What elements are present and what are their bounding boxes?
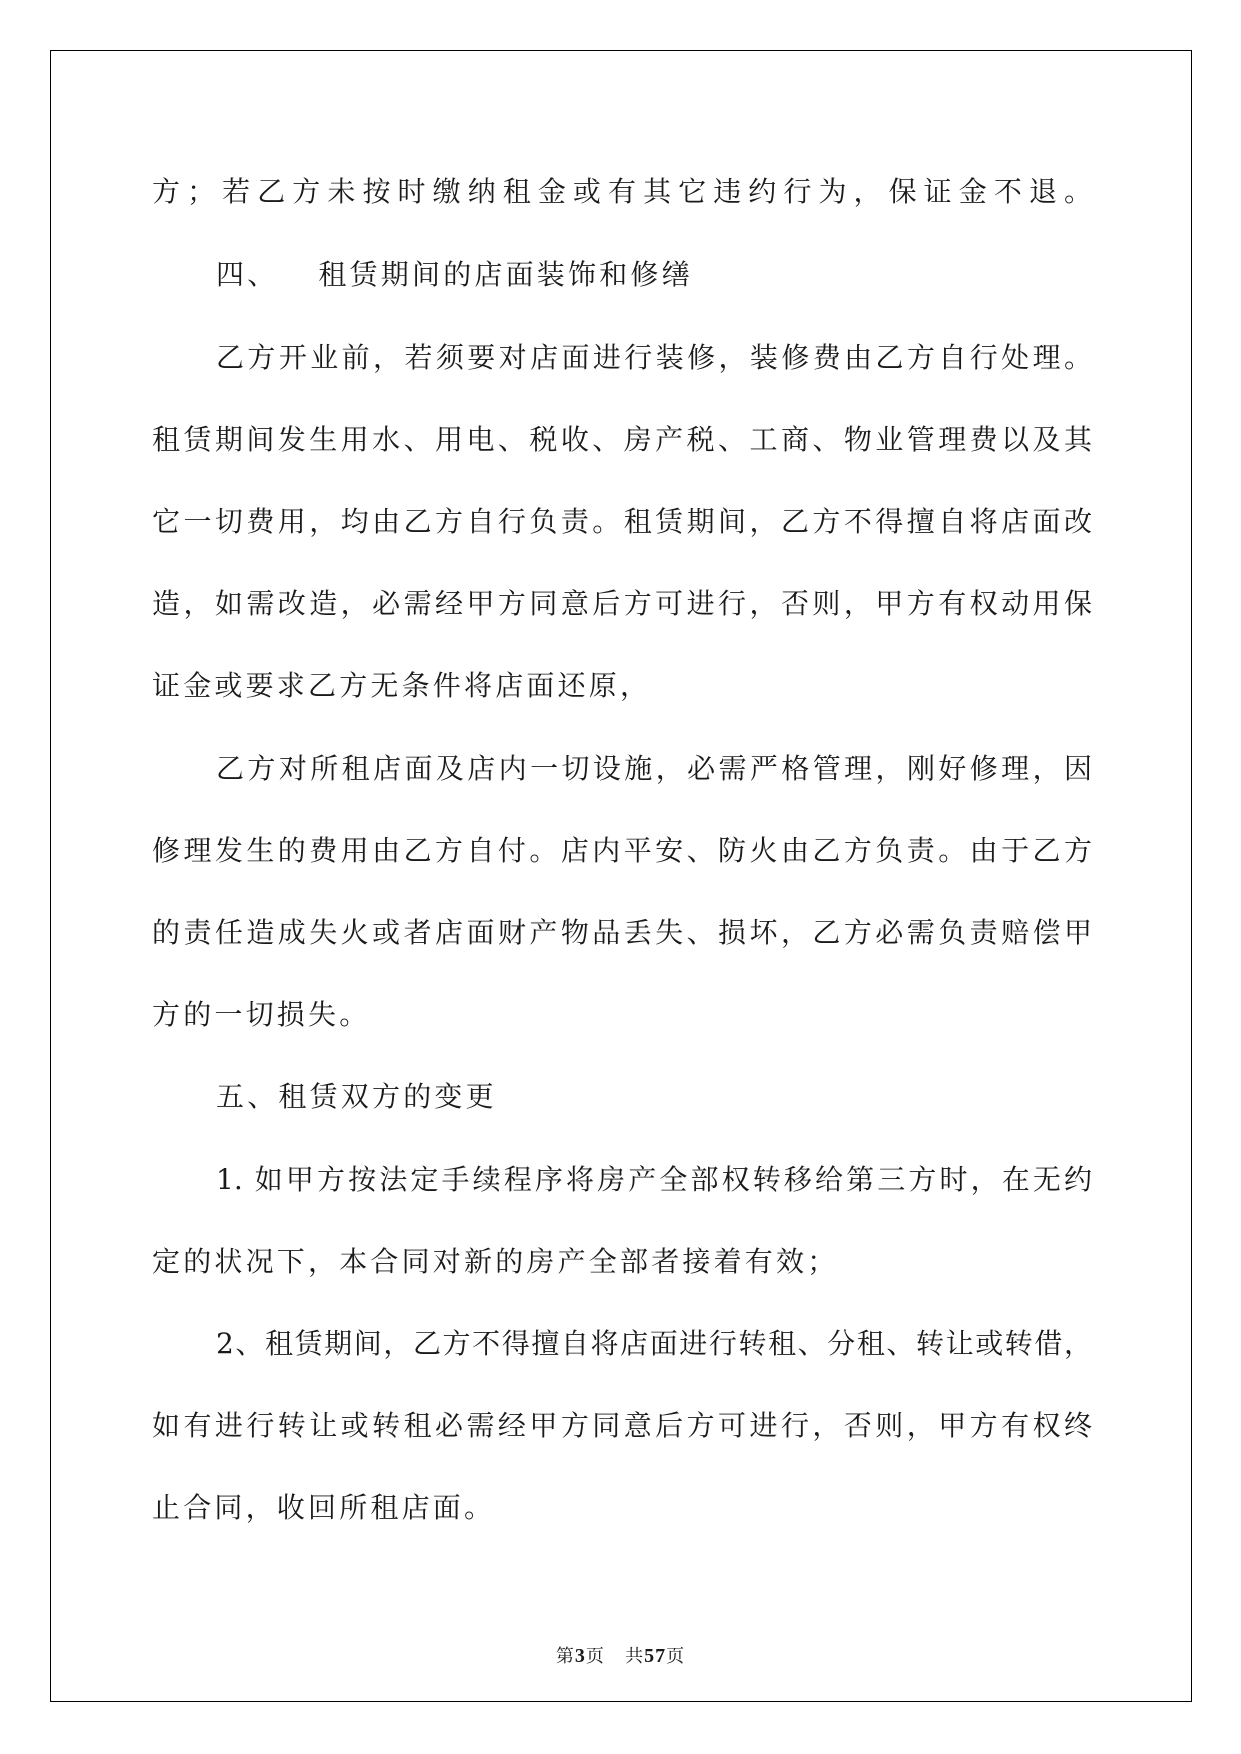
total-label-suffix: 页: [666, 1646, 686, 1667]
total-pages: 57: [644, 1645, 667, 1667]
section-heading-4: [216, 255, 693, 295]
paragraph-line: 方的一切损失。: [152, 998, 371, 1031]
page-footer: [0, 1644, 1241, 1669]
paragraph-line: 修理发生的费用由乙方自付。店内平安、防火由乙方负责。由于乙方: [152, 834, 1092, 867]
page-label-suffix: 页: [585, 1646, 605, 1667]
paragraph-line: 如有进行转让或转租必需经甲方同意后方可进行，否则，甲方有权终: [152, 1409, 1092, 1442]
paragraph-line: 它一切费用，均由乙方自行负责。租赁期间，乙方不得擅自将店面改: [152, 505, 1092, 538]
section-heading-5: 五、租赁双方的变更: [216, 1080, 497, 1113]
paragraph-line: 方；若乙方未按时缴纳租金或有其它违约行为，保证金不退。: [152, 175, 1092, 208]
paragraph-line: 止合同，收回所租店面。: [152, 1491, 496, 1524]
paragraph-line: 证金或要求乙方无条件将店面还原，: [152, 669, 652, 702]
paragraph-line: 的责任造成失火或者店面财产物品丢失、损坏，乙方必需负责赔偿甲: [152, 916, 1092, 949]
paragraph-line: 租赁期间发生用水、用电、税收、房产税、工商、物业管理费以及其: [152, 423, 1092, 456]
paragraph-line: 乙方开业前，若须要对店面进行装修，装修费由乙方自行处理。: [216, 341, 1092, 374]
total-label-prefix: 共: [625, 1646, 645, 1667]
section-number: 四、: [216, 258, 279, 291]
paragraph-line: 1. 如甲方按法定手续程序将房产全部权转移给第三方时，在无约: [216, 1163, 1092, 1196]
paragraph-line: 乙方对所租店面及店内一切设施，必需严格管理，刚好修理，因: [216, 752, 1092, 785]
paragraph-line: 2、租赁期间，乙方不得擅自将店面进行转租、分租、转让或转借，: [216, 1327, 1092, 1360]
section-title: 租赁期间的店面装饰和修缮: [318, 258, 693, 291]
paragraph-line: 造，如需改造，必需经甲方同意后方可进行，否则，甲方有权动用保: [152, 587, 1092, 620]
page-border: [50, 50, 1192, 1702]
paragraph-line: 定的状况下，本合同对新的房产全部者接着有效；: [152, 1245, 839, 1278]
page-number: 3: [574, 1645, 586, 1667]
page-label-prefix: 第: [555, 1646, 575, 1667]
